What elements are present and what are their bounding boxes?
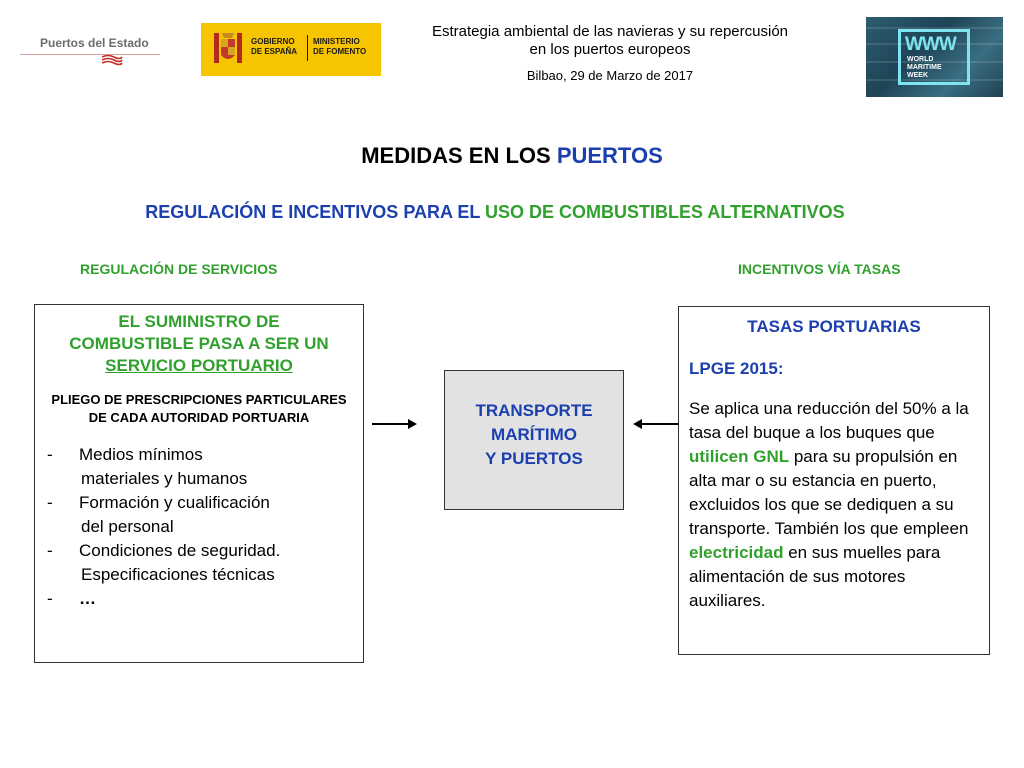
wmw-badge: WWW WORLD MARITIME WEEK bbox=[898, 29, 970, 85]
regulation-box-heading: EL SUMINISTRO DE COMBUSTIBLE PASA A SER UN SERVICIO PORTUARIO bbox=[69, 312, 329, 375]
page-title: MEDIDAS EN LOS PUERTOS bbox=[361, 143, 663, 168]
list-item: - Condiciones de seguridad. Especificaciones técnicas bbox=[47, 541, 281, 584]
regulation-box-subheading: PLIEGO DE PRESCRIPCIONES PARTICULARES DE CADA AUTORIDAD PORTUARIA bbox=[51, 392, 347, 425]
wave-mark-icon bbox=[100, 54, 124, 66]
event-title: Estrategia ambiental de las navieras y su repercusión en los puertos europeos bbox=[431, 23, 789, 58]
gobierno-espana-logo bbox=[201, 23, 381, 76]
transport-box: TRANSPORTE MARÍTIMO Y PUERTOS bbox=[444, 370, 624, 510]
coat-of-arms-icon bbox=[211, 29, 245, 69]
incentives-box-heading: TASAS PORTUARIAS bbox=[747, 317, 921, 336]
logo-divider bbox=[20, 54, 160, 55]
right-column-heading: INCENTIVOS VÍA TASAS bbox=[738, 261, 901, 277]
gobierno-label: GOBIERNO DE ESPAÑA bbox=[251, 37, 298, 56]
list-item: - Medios mínimos materiales y humanos bbox=[47, 445, 248, 488]
logo-left-text: Puertos del Estado bbox=[40, 36, 149, 50]
requirements-list bbox=[43, 443, 355, 611]
law-reference: LPGE 2015: bbox=[689, 359, 784, 378]
arrow-left-icon bbox=[632, 414, 678, 432]
regulation-box bbox=[34, 304, 364, 663]
world-maritime-week-logo bbox=[866, 17, 1003, 97]
gov-logo-separator bbox=[307, 35, 308, 61]
arrow-right-icon bbox=[372, 414, 418, 432]
page-subtitle: REGULACIÓN E INCENTIVOS PARA EL USO DE COMBUSTIBLES ALTERNATIVOS bbox=[145, 202, 845, 222]
incentives-box bbox=[678, 306, 990, 655]
incentives-description: Se aplica una reducción del 50% a la tasa del buque a los buques que utilicen GNL para su propulsión en alta mar o su estancia en puerto, excluidos los que se dediquen a su transporte. También los que empleen electricidad en sus muelles para alimentación de sus motores auxiliares. bbox=[689, 399, 969, 610]
list-item: - Formación y cualificación del personal bbox=[47, 493, 270, 536]
puertos-del-estado-logo bbox=[20, 28, 160, 68]
event-date: Bilbao, 29 de Marzo de 2017 bbox=[526, 68, 694, 83]
left-column-heading: REGULACIÓN DE SERVICIOS bbox=[80, 261, 278, 277]
ministerio-label: MINISTERIO DE FOMENTO bbox=[313, 37, 367, 56]
list-item: - … bbox=[47, 589, 96, 608]
